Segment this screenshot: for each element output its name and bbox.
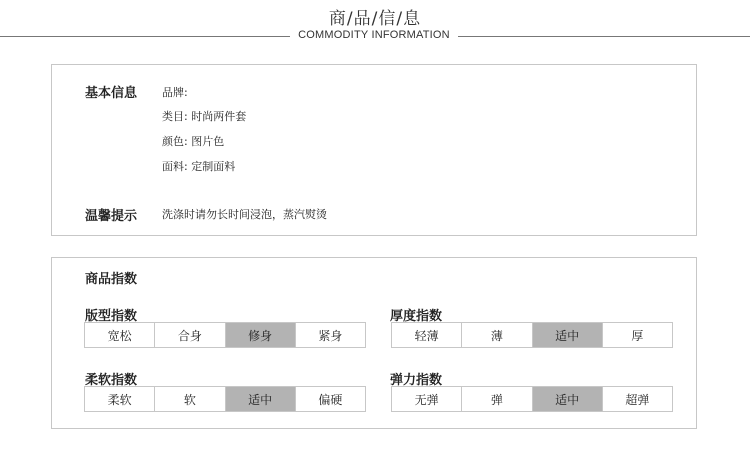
section-header (0, 0, 750, 50)
softness-option-selected: 适中 (226, 387, 296, 411)
thickness-option: 薄 (462, 323, 532, 347)
fit-option: 合身 (155, 323, 225, 347)
elasticity-option: 弹 (462, 387, 532, 411)
color-field: 颜色: 图片色 (162, 135, 225, 148)
elasticity-index-scale (391, 386, 673, 412)
fit-option: 紧身 (318, 328, 343, 343)
thickness-index-scale (391, 322, 673, 348)
thickness-option-selected: 适中 (533, 323, 603, 347)
elasticity-index-label: 弹力指数 (390, 373, 443, 388)
elasticity-option-selected: 适中 (533, 387, 603, 411)
thickness-index-label: 厚度指数 (390, 309, 443, 324)
care-label: 温馨提示 (85, 209, 138, 224)
softness-index-scale (84, 386, 366, 412)
elasticity-option: 超弹 (625, 392, 650, 407)
care-text: 洗涤时请勿长时间浸泡，蒸汽熨烫 (162, 208, 327, 221)
divider-right (458, 36, 750, 37)
divider-left (0, 36, 290, 37)
basic-info-panel (51, 64, 697, 236)
softness-option: 软 (155, 387, 225, 411)
softness-option: 柔软 (85, 387, 155, 411)
fit-option-selected: 修身 (226, 323, 296, 347)
brand-field: 品牌: (162, 86, 188, 99)
product-index-panel (51, 257, 697, 429)
fit-option: 宽松 (85, 323, 155, 347)
category-field: 类目: 时尚两件套 (162, 110, 247, 123)
section-title: 商/品/信/息 (328, 9, 422, 29)
basic-info-label: 基本信息 (85, 86, 138, 101)
softness-index-label: 柔软指数 (85, 373, 138, 388)
softness-option: 偏硬 (318, 392, 343, 407)
product-index-title: 商品指数 (85, 272, 138, 287)
thickness-option: 轻薄 (392, 323, 462, 347)
fit-index-label: 版型指数 (85, 309, 138, 324)
elasticity-option: 无弹 (392, 387, 462, 411)
fit-index-scale (84, 322, 366, 348)
section-subtitle: COMMODITY INFORMATION (298, 29, 450, 41)
fabric-field: 面料: 定制面料 (162, 160, 236, 173)
thickness-option: 厚 (631, 328, 644, 343)
